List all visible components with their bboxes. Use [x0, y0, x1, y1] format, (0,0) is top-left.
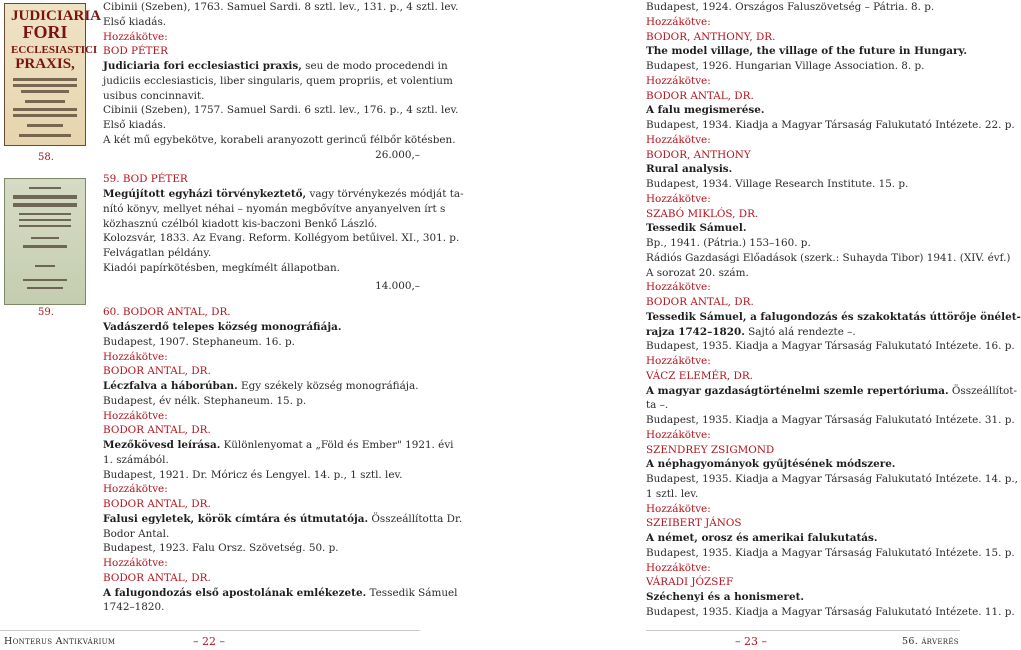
r-title-6: [646, 384, 1017, 399]
item58-title: Judiciaria fori ecclesiastici praxis,: [103, 60, 302, 72]
r-bound-with-7: Hozzákötve:: [646, 428, 711, 441]
item59-price: 14.000,–: [375, 279, 420, 292]
r-title-6-bold: A magyar gazdaságtörténelmi szemle repertóriuma.: [646, 384, 949, 397]
item59-desc-3: közhasznú czélból kiadott kis-baczoni Benkő László.: [103, 217, 378, 230]
item60-author-1: BODOR ANTAL, DR.: [103, 365, 211, 378]
item58-title-line-2: judiciis ecclesiasticis, liber singularis, quem propriis, et volentium: [103, 74, 453, 87]
item60-title-3-rest: Összeállította Dr.: [368, 512, 463, 525]
item59-binding: Kiadói papírkötésben, megkímélt állapotban.: [103, 261, 340, 274]
r-author-8: SZEIBERT JÁNOS: [646, 517, 742, 530]
r-bound-with-6: Hozzákötve:: [646, 355, 711, 367]
item60-pub: Budapest, 1907. Stephaneum. 16. p.: [103, 335, 295, 348]
r-title-2: A falu megismerése.: [646, 104, 765, 117]
item59-desc-2: nító könyv, mellyet néhai – nyomán megbővítve anyanyelven írt s: [103, 202, 446, 215]
r-bound-with-3: Hozzákötve:: [646, 133, 711, 146]
item60-heading: 60. BODOR ANTAL, DR.: [103, 306, 231, 319]
footer-auction: 56. árverés: [902, 636, 959, 647]
thumb-59-label: 59.: [38, 307, 54, 318]
cover-58-title-1: JUDICIARIA: [11, 8, 102, 24]
r-pub-2: Budapest, 1926. Hungarian Village Association. 8. p.: [646, 60, 925, 72]
r-series-2: A sorozat 20. szám.: [646, 266, 749, 279]
r-pub-7: Budapest, 1935. Kiadja a Magyar Társaság Falukutató Intézete. 31. p.: [646, 414, 1015, 426]
r-pub-4: Budapest, 1934. Village Research Institute. 15. p.: [646, 178, 909, 190]
thumb-58-label: 58.: [38, 152, 54, 163]
item60-title-2-cont: 1. számából.: [103, 453, 169, 466]
left-text-column: [103, 0, 464, 615]
item60-bound-with-4: Hozzákötve:: [103, 557, 168, 569]
item59-note: Felvágatlan példány.: [103, 247, 212, 259]
r-bound-with-1: Hozzákötve:: [646, 15, 711, 28]
item60-pub-3: Budapest, 1923. Falu Orsz. Szövetség. 50. p.: [103, 542, 339, 555]
r-author-9: VÁRADI JÓZSEF: [646, 576, 734, 589]
footer-rule-left: [0, 630, 420, 631]
footer-rule-right: [646, 630, 960, 631]
item58-price: 26.000,–: [375, 148, 420, 161]
r-title-6-rest: Összeállítot-: [948, 384, 1017, 397]
r-author-1: BODOR, ANTHONY, DR.: [646, 30, 776, 43]
r-title-3: Rural analysis.: [646, 163, 733, 176]
item58-bound-with: Hozzákötve:: [103, 30, 168, 43]
r-author-2: BODOR ANTAL, DR.: [646, 89, 754, 102]
r-author-4: SZABÓ MIKLÓS, DR.: [646, 207, 759, 220]
r-title-5-cont: [646, 325, 958, 340]
item60-bound-with-2: Hozzákötve:: [103, 409, 168, 422]
cover-58-title-2: FORI: [22, 22, 68, 42]
r-author-5: BODOR ANTAL, DR.: [646, 296, 754, 308]
item60-title-3: [103, 512, 463, 527]
cover-58-title-4: PRAXIS,: [15, 56, 75, 72]
item60-title-4-rest: Tessedik Sámuel: [366, 586, 458, 599]
item58-pub-1: Cibinii (Szeben), 1763. Samuel Sardi. 8 sztl. lev., 131. p., 4 sztl. lev.: [103, 1, 459, 13]
r-title-7: A néphagyományok gyűjtésének módszere.: [646, 458, 896, 471]
item60-pub-2: Budapest, 1921. Dr. Móricz és Lengyel. 14. p., 1 sztl. lev.: [103, 468, 403, 481]
r-title-5-cont-bold: rajza 1742–1820.: [646, 325, 745, 338]
item60-title-2-rest: Különlenyomat a „Föld és Ember" 1921. évi: [220, 439, 454, 451]
item58-author: BOD PÉTER: [103, 45, 168, 58]
book-cover-59-image: [4, 178, 86, 305]
item60-title-4-cont: 1742–1820.: [103, 601, 165, 614]
item60-author-4: BODOR ANTAL, DR.: [103, 571, 211, 584]
item60-title-1-rest: Egy székely község monográfiája.: [237, 380, 419, 392]
item58-title-line-1: [103, 59, 448, 74]
r-bound-with-4: Hozzákötve:: [646, 192, 711, 205]
r-title-5-cont-rest: Sajtó alá rendezte –.: [744, 325, 856, 338]
item60-pub-1: Budapest, év nélk. Stephaneum. 15. p.: [103, 394, 307, 407]
r-bound-with-9: Hozzákötve:: [646, 561, 711, 574]
item60-title-3-bold: Falusi egyletek, körök címtára és útmutatója.: [103, 512, 369, 525]
r-series-1: Rádiós Gazdasági Előadások (szerk.: Suhayda Tibor) 1941. (XIV. évf.): [646, 251, 1011, 264]
r-title-6-cont: ta –.: [646, 399, 669, 412]
item60-author-3: BODOR ANTAL, DR.: [103, 498, 211, 510]
item60-title-4: [103, 586, 458, 601]
cover-58-title-3: ECCLESIASTICI: [11, 44, 98, 56]
r-author-7: SZENDREY ZSIGMOND: [646, 443, 775, 456]
r-pub-5: Bp., 1941. (Pátria.) 153–160. p.: [646, 237, 811, 249]
footer-publisher: Honterus Antikvárium: [4, 636, 116, 647]
page-number-left: – 22 –: [193, 635, 225, 648]
r-pub-10: Budapest, 1935. Kiadja a Magyar Társaság Falukutató Intézete. 11. p.: [646, 605, 1015, 618]
item60-title: Vadászerdő telepes község monográfiája.: [103, 321, 342, 333]
item60-title-2: [103, 438, 454, 453]
r-title-4: Tessedik Sámuel.: [646, 222, 747, 235]
item60-author-2: BODOR ANTAL, DR.: [103, 424, 211, 437]
item58-edition-1: Első kiadás.: [103, 15, 167, 28]
r-pub-8-cont: 1 sztl. lev.: [646, 487, 699, 500]
item60-bound-with-1: Hozzákötve:: [103, 350, 168, 363]
item58-title-line-3: usibus concinnavit.: [103, 89, 205, 102]
r-title-1: The model village, the village of the future in Hungary.: [646, 45, 967, 58]
item60-bound-with-3: Hozzákötve:: [103, 483, 168, 496]
page-number-right: – 23 –: [735, 635, 767, 648]
r-title-5: Tessedik Sámuel, a falugondozás és szakoktatás úttörője önélet-: [646, 310, 1021, 323]
r-bound-with-2: Hozzákötve:: [646, 74, 711, 87]
item60-title-3-cont: Bodor Antal.: [103, 527, 170, 540]
book-cover-58-image: [4, 3, 102, 146]
r-title-8: A német, orosz és amerikai falukutatás.: [646, 532, 878, 544]
item60-title-1-bold: Léczfalva a háborúban.: [103, 380, 238, 392]
r-pub-8: Budapest, 1935. Kiadja a Magyar Társaság Falukutató Intézete. 14. p.,: [646, 473, 1018, 485]
item59-heading: 59. BOD PÉTER: [103, 173, 188, 186]
r-title-9: Széchenyi és a honismeret.: [646, 591, 805, 603]
r-pub-3: Budapest, 1934. Kiadja a Magyar Társaság Falukutató Intézete. 22. p.: [646, 119, 1015, 131]
r-pub-1: Budapest, 1924. Országos Faluszövetség – Pátria. 8. p.: [646, 1, 935, 13]
r-author-6: VÁCZ ELEMÉR, DR.: [646, 369, 753, 382]
item58-title-rest: seu de modo procedendi in: [301, 60, 448, 72]
r-author-3: BODOR, ANTHONY: [646, 148, 751, 161]
item58-binding: A két mű egybekötve, korabeli aranyozott gerincű félbőr kötésben.: [103, 133, 456, 146]
item59-title-rest: vagy törvénykezés módját ta-: [306, 188, 464, 200]
item60-title-1: [103, 379, 420, 394]
item58-pub-2: Cibinii (Szeben), 1757. Samuel Sardi. 6 sztl. lev., 176. p., 4 sztl. lev.: [103, 104, 459, 117]
item60-title-4-bold: A falugondozás első apostolának emlékezete.: [103, 586, 367, 599]
right-text-column: [646, 0, 1021, 620]
r-pub-9: Budapest, 1935. Kiadja a Magyar Társaság Falukutató Intézete. 15. p.: [646, 546, 1015, 559]
r-pub-6: Budapest, 1935. Kiadja a Magyar Társaság Falukutató Intézete. 16. p.: [646, 340, 1015, 353]
r-bound-with-8: Hozzákötve:: [646, 502, 711, 515]
r-bound-with-5: Hozzákötve:: [646, 281, 711, 294]
item59-pub: Kolozsvár, 1833. Az Evang. Reform. Kollégyom betűivel. XI., 301. p.: [103, 232, 460, 245]
item59-title: Megújított egyházi törvénykeztető,: [103, 188, 307, 200]
item60-title-2-bold: Mezőkövesd leírása.: [103, 439, 221, 451]
item59-title-line-1: [103, 187, 464, 202]
item58-edition-2: Első kiadás.: [103, 119, 167, 131]
